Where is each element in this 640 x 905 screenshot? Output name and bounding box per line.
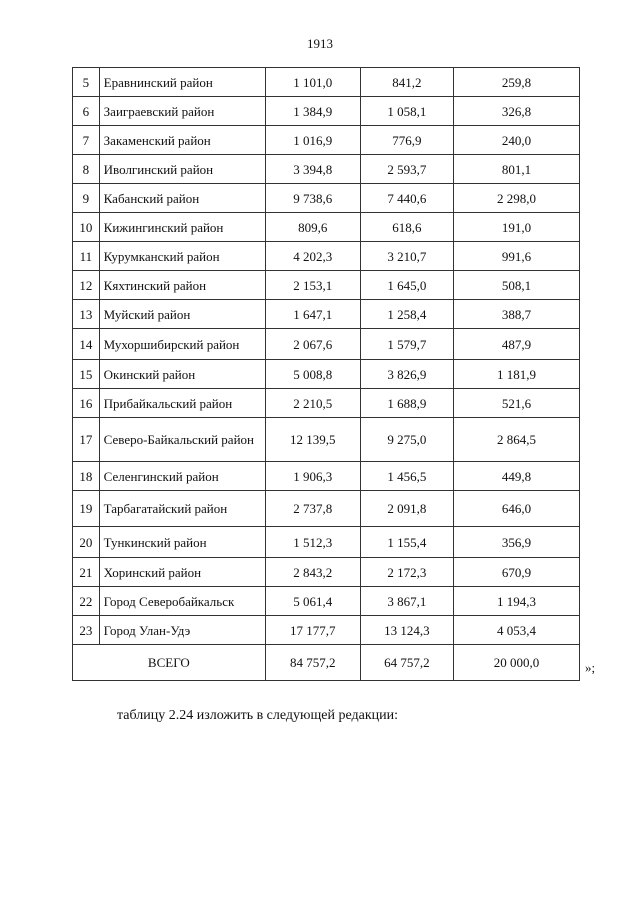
district-name-cell: Город Улан-Удэ	[99, 616, 265, 645]
district-name-cell: Кижингинский район	[99, 213, 265, 242]
value-column-1-cell: 2 843,2	[265, 558, 360, 587]
value-column-2-cell: 1 579,7	[360, 329, 453, 360]
table-row	[73, 389, 580, 418]
row-number-cell: 6	[73, 97, 100, 126]
district-name-cell: Мухоршибирский район	[99, 329, 265, 360]
table-row	[73, 462, 580, 491]
table-row	[73, 213, 580, 242]
row-number-cell: 19	[73, 491, 100, 527]
table-body	[73, 68, 580, 681]
table-row	[73, 271, 580, 300]
district-name-cell: Хоринский район	[99, 558, 265, 587]
value-column-3-cell: 487,9	[454, 329, 580, 360]
closing-quote-mark: »;	[585, 660, 596, 675]
value-column-3-cell: 240,0	[454, 126, 580, 155]
district-name-cell: Курумканский район	[99, 242, 265, 271]
value-column-2-cell: 618,6	[360, 213, 453, 242]
total-value-1-cell: 84 757,2	[265, 645, 360, 681]
district-name-cell: Тункинский район	[99, 527, 265, 558]
value-column-3-cell: 991,6	[454, 242, 580, 271]
value-column-3-cell: 326,8	[454, 97, 580, 126]
value-column-2-cell: 7 440,6	[360, 184, 453, 213]
value-column-1-cell: 2 737,8	[265, 491, 360, 527]
table-row	[73, 68, 580, 97]
value-column-1-cell: 1 512,3	[265, 527, 360, 558]
row-number-cell: 12	[73, 271, 100, 300]
value-column-3-cell: 388,7	[454, 300, 580, 329]
value-column-1-cell: 1 101,0	[265, 68, 360, 97]
table-row	[73, 491, 580, 527]
row-number-cell: 8	[73, 155, 100, 184]
table-row	[73, 155, 580, 184]
district-allocation-table	[72, 67, 580, 681]
table-row	[73, 184, 580, 213]
district-name-cell: Кабанский район	[99, 184, 265, 213]
value-column-2-cell: 3 826,9	[360, 360, 453, 389]
row-number-cell: 13	[73, 300, 100, 329]
value-column-3-cell: 1 194,3	[454, 587, 580, 616]
row-number-cell: 10	[73, 213, 100, 242]
value-column-3-cell: 449,8	[454, 462, 580, 491]
value-column-3-cell: 508,1	[454, 271, 580, 300]
value-column-3-cell: 356,9	[454, 527, 580, 558]
total-row	[73, 645, 580, 681]
value-column-2-cell: 2 172,3	[360, 558, 453, 587]
value-column-1-cell: 1 384,9	[265, 97, 360, 126]
total-value-2-cell: 64 757,2	[360, 645, 453, 681]
district-name-cell: Муйский район	[99, 300, 265, 329]
value-column-2-cell: 2 593,7	[360, 155, 453, 184]
value-column-1-cell: 4 202,3	[265, 242, 360, 271]
value-column-3-cell: 801,1	[454, 155, 580, 184]
value-column-3-cell: 646,0	[454, 491, 580, 527]
value-column-1-cell: 5 008,8	[265, 360, 360, 389]
table-row	[73, 418, 580, 462]
value-column-3-cell: 2 864,5	[454, 418, 580, 462]
row-number-cell: 18	[73, 462, 100, 491]
table-row	[73, 616, 580, 645]
table-row	[73, 242, 580, 271]
row-number-cell: 16	[73, 389, 100, 418]
value-column-3-cell: 4 053,4	[454, 616, 580, 645]
value-column-2-cell: 1 688,9	[360, 389, 453, 418]
value-column-1-cell: 1 647,1	[265, 300, 360, 329]
row-number-cell: 7	[73, 126, 100, 155]
value-column-3-cell: 259,8	[454, 68, 580, 97]
value-column-2-cell: 3 210,7	[360, 242, 453, 271]
district-name-cell: Заиграевский район	[99, 97, 265, 126]
value-column-2-cell: 3 867,1	[360, 587, 453, 616]
page-number: 1913	[307, 36, 333, 51]
value-column-1-cell: 809,6	[265, 213, 360, 242]
district-name-cell: Город Северобайкальск	[99, 587, 265, 616]
value-column-1-cell: 2 210,5	[265, 389, 360, 418]
value-column-1-cell: 12 139,5	[265, 418, 360, 462]
table-row	[73, 329, 580, 360]
value-column-3-cell: 670,9	[454, 558, 580, 587]
value-column-2-cell: 1 058,1	[360, 97, 453, 126]
district-name-cell: Еравнинский район	[99, 68, 265, 97]
value-column-1-cell: 2 153,1	[265, 271, 360, 300]
table-row	[73, 126, 580, 155]
table-row	[73, 300, 580, 329]
district-name-cell: Прибайкальский район	[99, 389, 265, 418]
value-column-3-cell: 191,0	[454, 213, 580, 242]
value-column-1-cell: 17 177,7	[265, 616, 360, 645]
value-column-1-cell: 5 061,4	[265, 587, 360, 616]
total-label-cell: ВСЕГО	[73, 645, 266, 681]
row-number-cell: 21	[73, 558, 100, 587]
table-row	[73, 360, 580, 389]
district-name-cell: Тарбагатайский район	[99, 491, 265, 527]
value-column-1-cell: 1 906,3	[265, 462, 360, 491]
value-column-2-cell: 13 124,3	[360, 616, 453, 645]
value-column-1-cell: 3 394,8	[265, 155, 360, 184]
value-column-3-cell: 1 181,9	[454, 360, 580, 389]
table-row	[73, 527, 580, 558]
district-name-cell: Иволгинский район	[99, 155, 265, 184]
row-number-cell: 9	[73, 184, 100, 213]
value-column-2-cell: 841,2	[360, 68, 453, 97]
row-number-cell: 14	[73, 329, 100, 360]
total-value-3-cell: 20 000,0	[454, 645, 580, 681]
district-name-cell: Селенгинский район	[99, 462, 265, 491]
row-number-cell: 5	[73, 68, 100, 97]
row-number-cell: 22	[73, 587, 100, 616]
value-column-3-cell: 2 298,0	[454, 184, 580, 213]
value-column-3-cell: 521,6	[454, 389, 580, 418]
row-number-cell: 11	[73, 242, 100, 271]
district-name-cell: Кяхтинский район	[99, 271, 265, 300]
district-name-cell: Северо-Байкальский район	[99, 418, 265, 462]
district-name-cell: Закаменский район	[99, 126, 265, 155]
value-column-1-cell: 9 738,6	[265, 184, 360, 213]
value-column-2-cell: 776,9	[360, 126, 453, 155]
row-number-cell: 15	[73, 360, 100, 389]
district-name-cell: Окинский район	[99, 360, 265, 389]
table-row	[73, 558, 580, 587]
table-row	[73, 587, 580, 616]
value-column-2-cell: 2 091,8	[360, 491, 453, 527]
value-column-2-cell: 1 155,4	[360, 527, 453, 558]
value-column-2-cell: 1 645,0	[360, 271, 453, 300]
value-column-1-cell: 1 016,9	[265, 126, 360, 155]
value-column-2-cell: 9 275,0	[360, 418, 453, 462]
row-number-cell: 23	[73, 616, 100, 645]
row-number-cell: 20	[73, 527, 100, 558]
value-column-2-cell: 1 456,5	[360, 462, 453, 491]
table-row	[73, 97, 580, 126]
instruction-text: таблицу 2.24 изложить в следующей редакции:	[117, 708, 399, 723]
row-number-cell: 17	[73, 418, 100, 462]
value-column-2-cell: 1 258,4	[360, 300, 453, 329]
value-column-1-cell: 2 067,6	[265, 329, 360, 360]
